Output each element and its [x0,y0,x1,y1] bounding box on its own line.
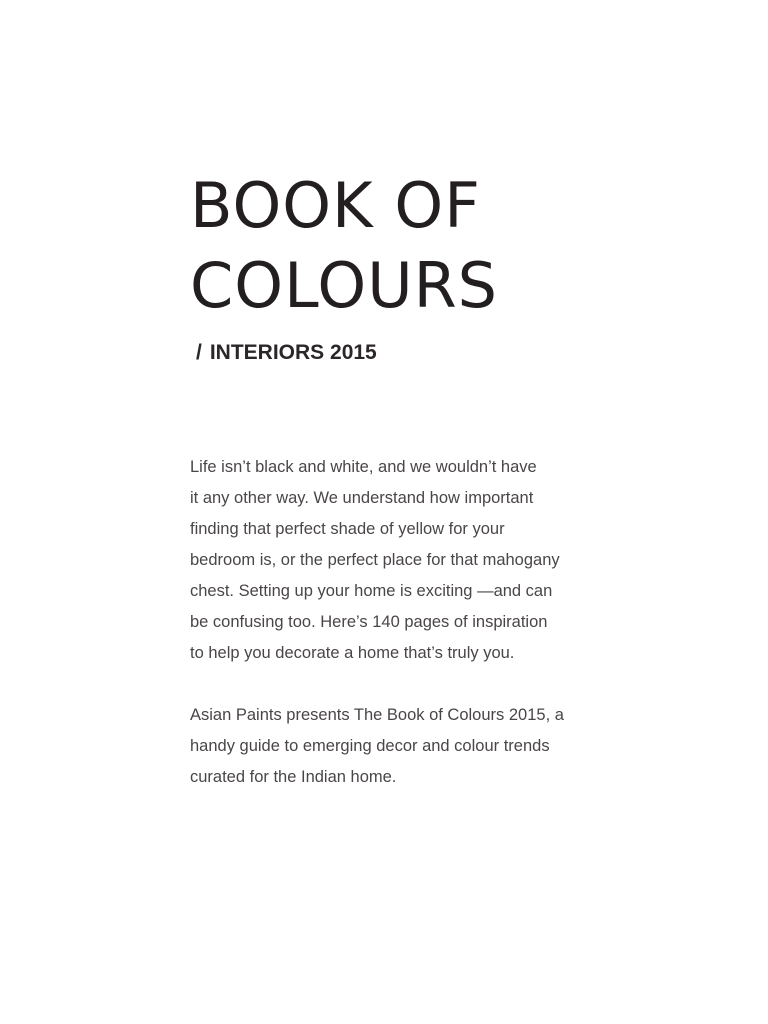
paragraph-line: chest. Setting up your home is exciting —and can [190,582,553,600]
intro-paragraph [190,452,590,669]
paragraph-line: it any other way. We understand how important [190,489,534,507]
body-text [190,452,590,793]
paragraph-line: be confusing too. Here’s 140 pages of inspiration [190,613,548,631]
title-line-1: BOOK OF [190,169,481,242]
paragraph-line: curated for the Indian home. [190,768,397,786]
paragraph-line: Life isn’t black and white, and we wouldn’t have [190,458,537,476]
paragraph-line: Asian Paints presents The Book of Colours 2015, a [190,706,564,724]
paragraph-line: finding that perfect shade of yellow for your [190,520,505,538]
subtitle [196,339,377,367]
paragraph-line: bedroom is, or the perfect place for that mahogany [190,551,560,569]
paragraph-line: to help you decorate a home that’s truly you. [190,644,515,662]
subtitle-slash: / [196,341,202,364]
page-title [190,166,610,326]
paragraph-line: handy guide to emerging decor and colour trends [190,737,550,755]
subtitle-text: INTERIORS 2015 [209,341,377,364]
title-line-2: COLOURS [190,249,499,322]
presents-paragraph [190,700,590,793]
